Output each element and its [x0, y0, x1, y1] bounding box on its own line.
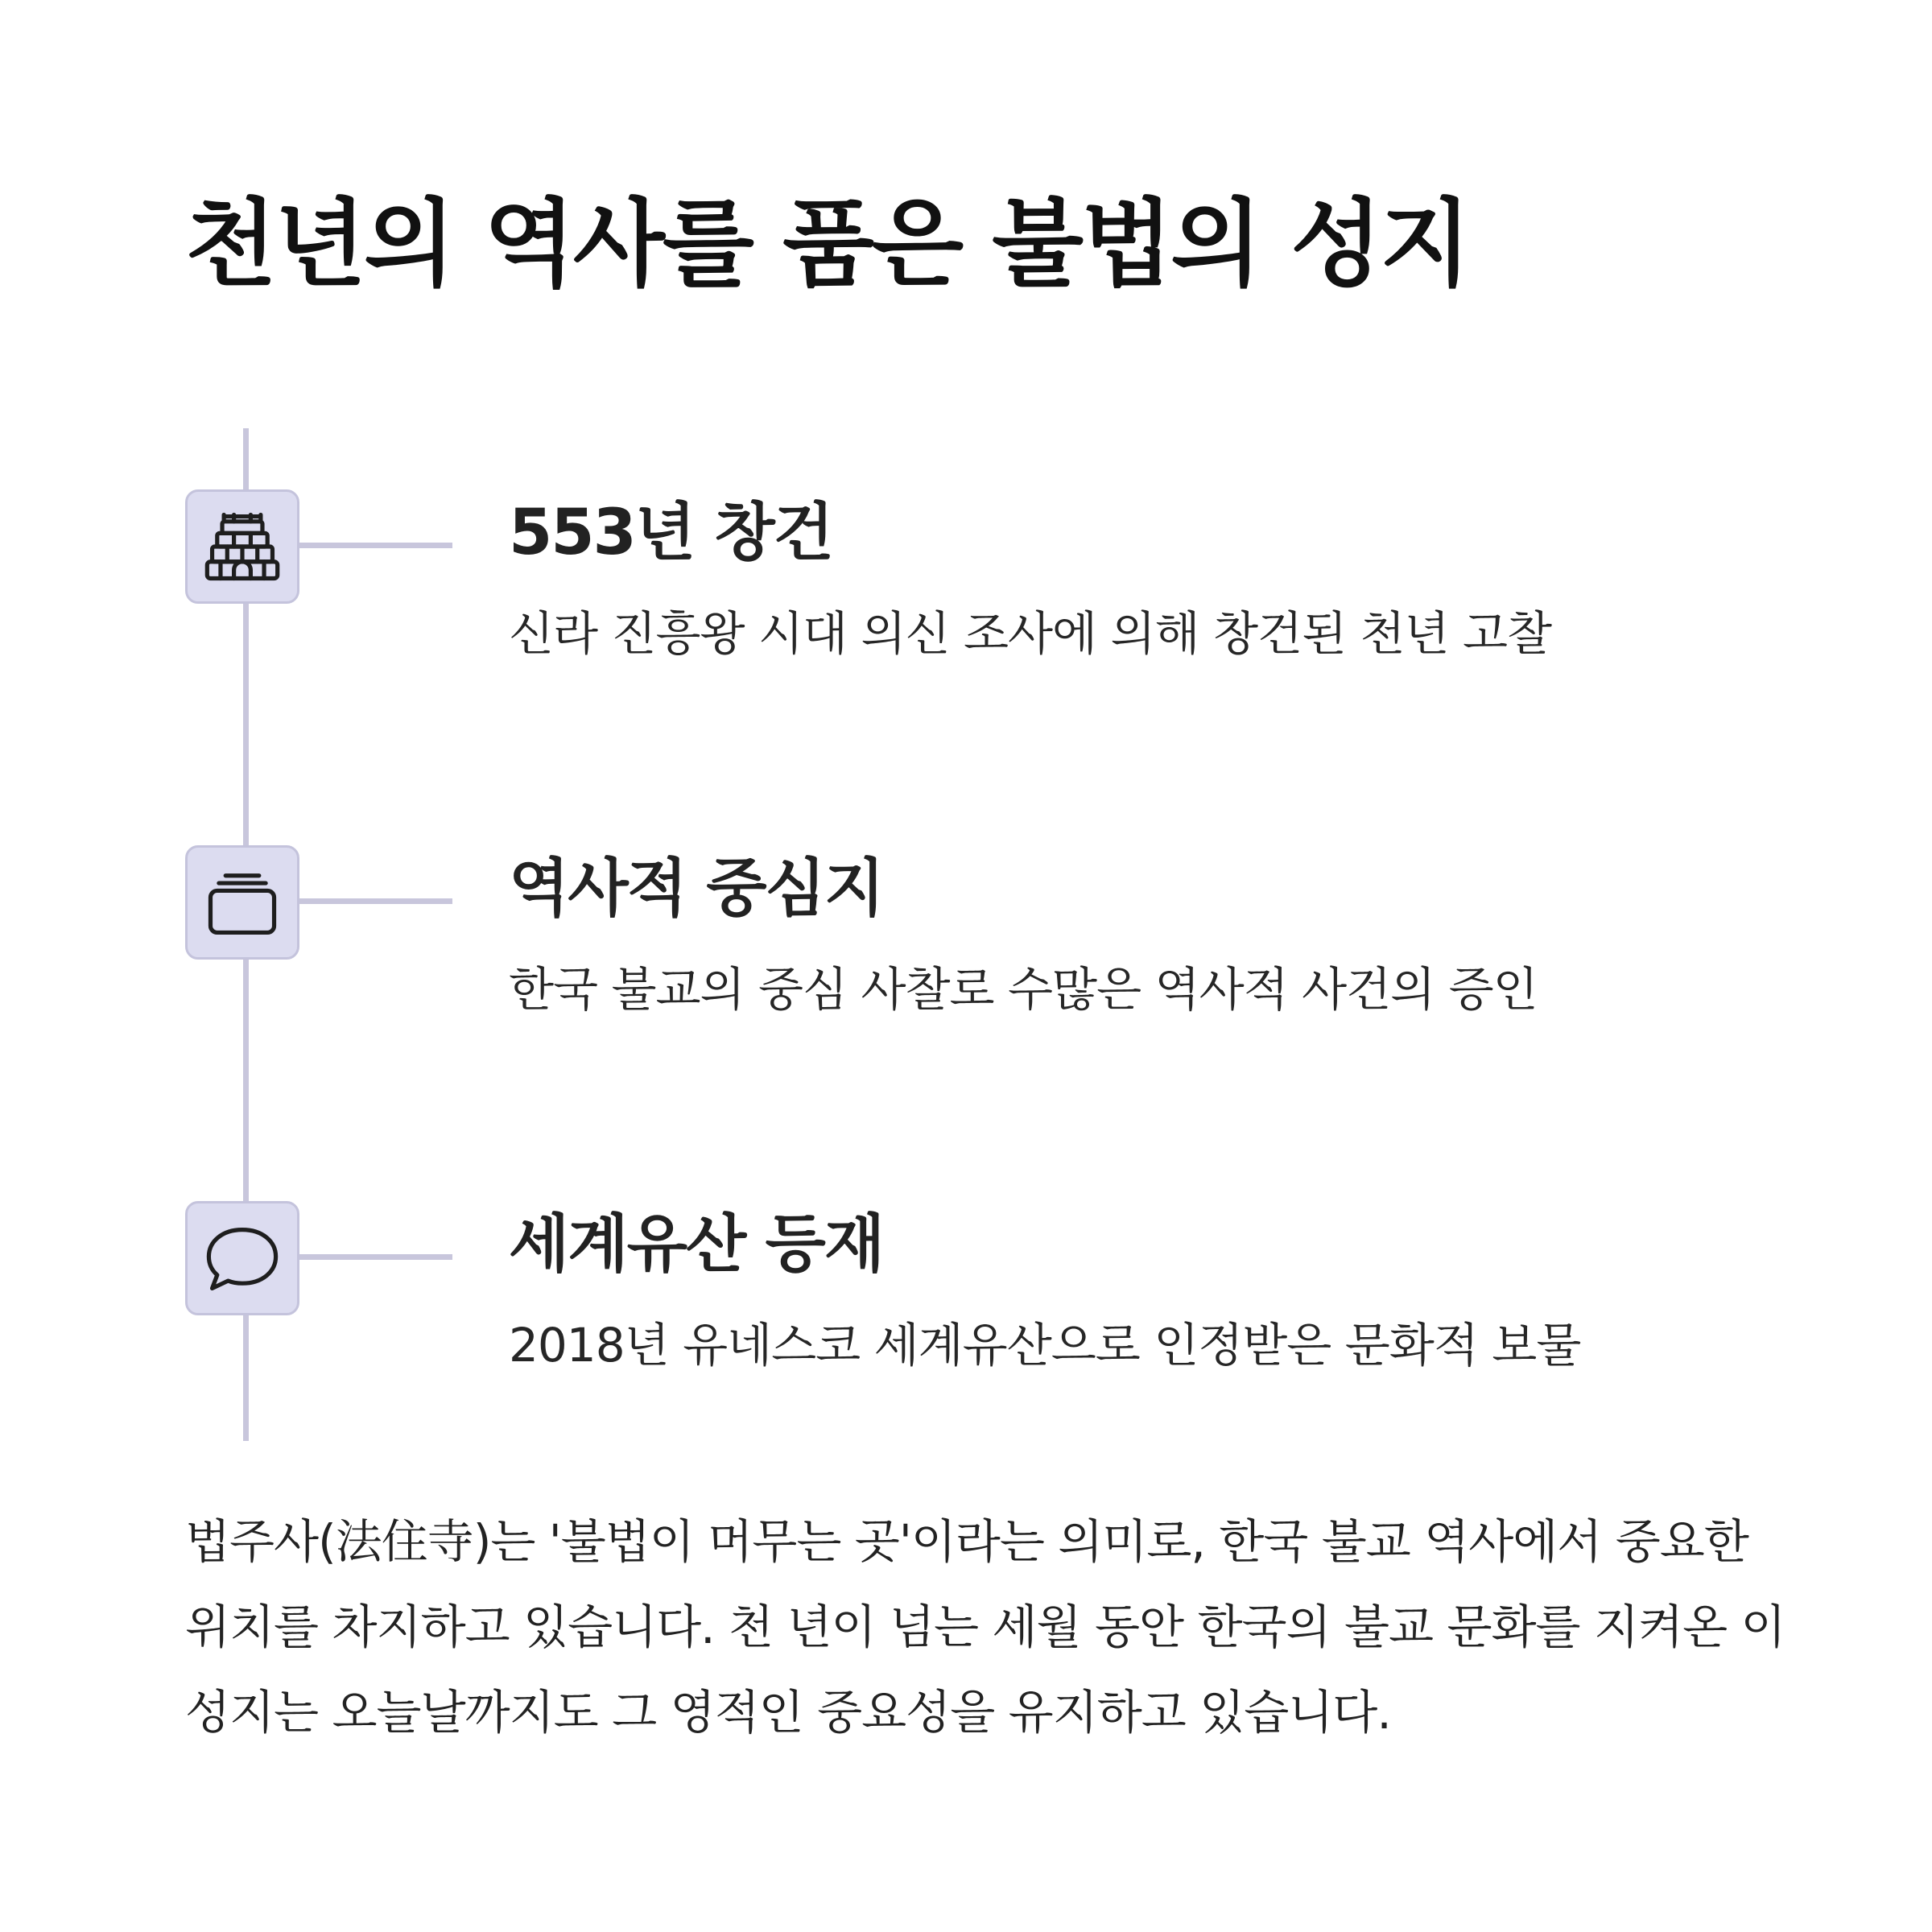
timeline-connector: [299, 898, 452, 904]
item-description: 2018년 유네스코 세계유산으로 인정받은 문화적 보물: [509, 1318, 1581, 1373]
temple-icon: [185, 489, 299, 604]
timeline-connector: [299, 1254, 452, 1260]
chat-bubble-icon: [185, 1201, 299, 1315]
intro-paragraph: 법주사(法住寺)는 '불법이 머무는 곳'이라는 의미로, 한국 불교 역사에서 중요한 위치를 차지하고 있습니다. 천 년이 넘는 세월 동안 한국의 불교 문화를 지켜온 이 성지는 오늘날까지도 그 영적인 중요성을 유지하고 있습니다.: [185, 1514, 1785, 1740]
stack-icon: [185, 845, 299, 960]
timeline-item-world-heritage: [0, 1201, 1932, 1373]
timeline-item-historic-center: [0, 845, 1932, 1017]
item-description: 한국 불교의 중심 사찰로 수많은 역사적 사건의 증인: [509, 962, 1538, 1017]
timeline-item-founding: [0, 489, 1932, 661]
item-title: 역사적 중심지: [509, 852, 884, 925]
item-title: 세계유산 등재: [509, 1208, 884, 1281]
page-title: 천년의 역사를 품은 불법의 성지: [185, 188, 1470, 299]
item-title: 553년 창건: [509, 497, 833, 569]
timeline-connector: [299, 543, 452, 548]
item-description: 신라 진흥왕 시대 의신 조사에 의해 창건된 천년 고찰: [509, 606, 1552, 661]
